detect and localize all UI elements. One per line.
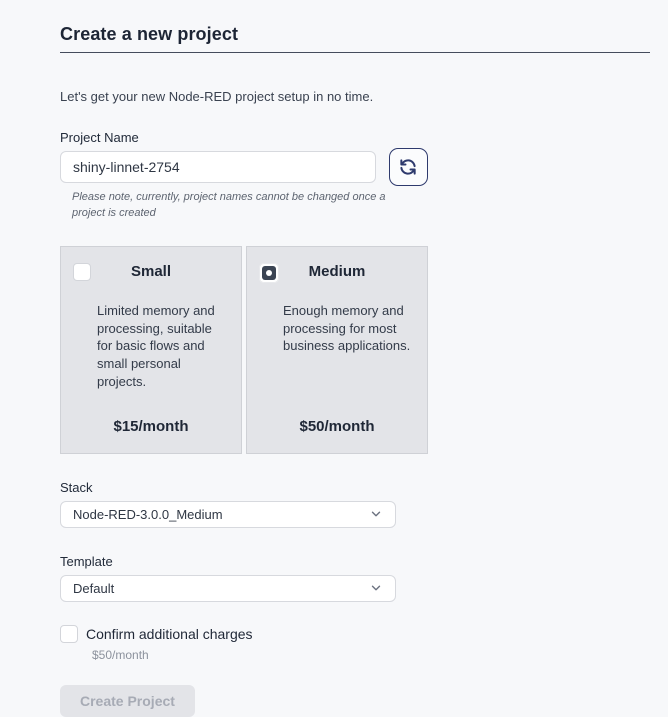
confirm-charges-label[interactable]: Confirm additional charges	[86, 625, 253, 642]
project-name-row	[60, 151, 428, 186]
create-project-form	[60, 89, 428, 717]
regenerate-name-button[interactable]	[389, 148, 428, 186]
plan-medium-description: Enough memory and processing for most business applications.	[283, 302, 411, 354]
project-name-input[interactable]	[60, 151, 376, 183]
plan-small-price: $15/month	[113, 417, 189, 435]
project-name-label: Project Name	[60, 130, 139, 145]
header-divider	[60, 52, 650, 53]
confirm-charges-checkbox[interactable]	[60, 625, 78, 643]
plan-medium-title: Medium	[308, 262, 366, 280]
plan-medium-checkbox[interactable]	[259, 263, 279, 283]
template-select[interactable]	[60, 575, 396, 602]
chevron-down-icon	[369, 581, 383, 595]
stack-select[interactable]	[60, 501, 396, 528]
plan-card-medium[interactable]	[246, 246, 428, 454]
template-selected-value: Default	[73, 580, 115, 596]
confirm-charges-row	[60, 625, 428, 643]
create-project-button[interactable]: Create Project	[60, 685, 195, 717]
plan-small-title: Small	[130, 262, 172, 280]
plan-small-description: Limited memory and processing, suitable for basic flows and small personal projects.	[97, 302, 215, 389]
plan-options	[60, 246, 428, 454]
plan-medium-price: $50/month	[299, 417, 375, 435]
stack-selected-value: Node-RED-3.0.0_Medium	[73, 506, 223, 522]
stack-label: Stack	[60, 479, 93, 495]
plan-card-small[interactable]	[60, 246, 242, 454]
chevron-down-icon	[369, 507, 383, 521]
project-name-note: Please note, currently, project names cannot be changed once a project is created	[72, 191, 386, 219]
plan-head	[259, 262, 415, 282]
refresh-icon	[398, 157, 418, 177]
page-header	[60, 24, 650, 53]
template-label: Template	[60, 553, 113, 569]
page-title: Create a new project	[60, 24, 239, 44]
form-subtitle: Let's get your new Node-RED project setup in no time.	[60, 89, 374, 104]
plan-small-checkbox[interactable]	[73, 263, 91, 281]
confirm-charges-price: $50/month	[92, 647, 149, 662]
plan-head	[73, 262, 229, 282]
checkbox-checked-mark	[262, 266, 276, 280]
